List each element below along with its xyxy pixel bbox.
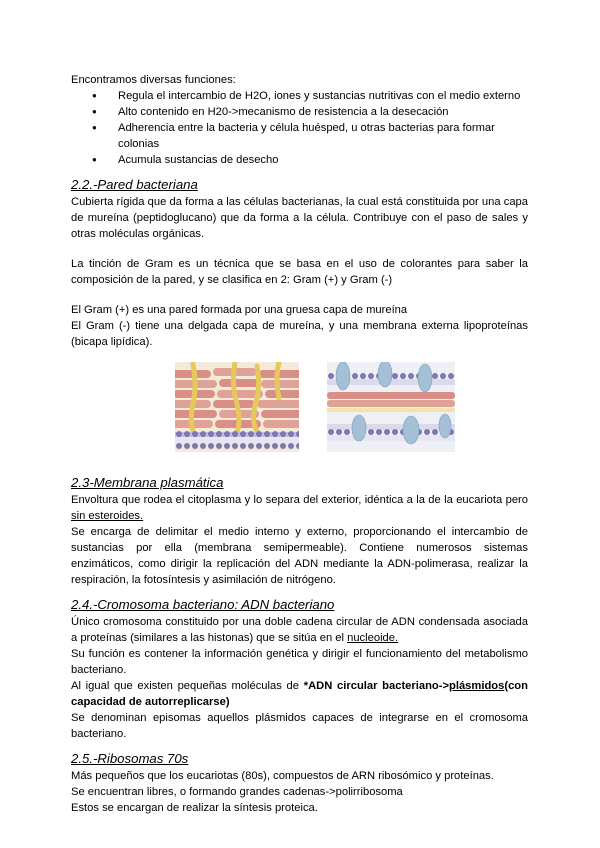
list-item: ● Alto contenido en H20->mecanismo de resistencia a la desecación: [71, 104, 528, 120]
membrana-paragraph-2: Se encarga de delimitar el medio interno y externo, proporcionando el intercambio de sustancias por ella (membrana semipermeable). Contiene numerosos sistemas enzimáticos, como dirigir la replicación del ADN mediante la ADN-polimerasa, realizar la respiración, la fotosíntesis y asimilación de nitrógeno.: [71, 526, 528, 586]
pared-paragraph-1: Cubierta rígida que da forma a las células bacterianas, la cual está constituida por una capa de mureína (peptidoglucano) que da forma a la célula. Contribuye con el paso de sales y otras moléculas orgánicas.: [71, 196, 528, 240]
nucleoide-underlined: nucleoide.: [347, 632, 399, 644]
pared-paragraph-2: La tinción de Gram es un técnica que se basa en el uso de colorantes para saber la composición de la pared, y se clasifica en 2: Gram (+) y Gram (-): [71, 258, 528, 286]
intro-lead: Encontramos diversas funciones:: [71, 74, 236, 86]
gram-negative-text: El Gram (-) tiene una delgada capa de mureína, y una membrana externa lipoproteínas (bicapa lipídica).: [71, 320, 528, 348]
membrana-paragraph-1: Envoltura que rodea el citoplasma y lo separa del exterior, idéntica a la de la eucariota pero sin esteroides.: [71, 494, 528, 522]
cell-wall-figures: [71, 362, 528, 454]
list-item: ● Regula el intercambio de H2O, iones y sustancias nutritivas con el medio externo: [71, 88, 528, 104]
section-title-cromosoma: 2.4.-Cromosoma bacteriano: ADN bacteriano: [71, 597, 335, 612]
gram-positive-wall-image: [175, 362, 299, 452]
gram-positive-text: El Gram (+) es una pared formada por una gruesa capa de mureína: [71, 304, 408, 316]
document-page: [71, 70, 528, 816]
list-item: ● Adherencia entre la bacteria y célula huésped, u otras bacterias para formar colonias: [71, 120, 528, 152]
sin-esteroides-underlined: sin esteroides.: [71, 510, 144, 522]
ribosomas-paragraph-2: Se encuentran libres, o formando grandes cadenas->polirribosoma: [71, 786, 403, 798]
ribosomas-paragraph-1: Más pequeños que los eucariotas (80s), compuestos de ARN ribosómico y proteínas.: [71, 770, 494, 782]
cromosoma-paragraph-2: Su función es contener la información genética y dirigir el funcionamiento del metabolismo bacteriano.: [71, 648, 528, 676]
plasmidos-underlined: plásmidos: [449, 680, 505, 692]
cromosoma-paragraph-3: Al igual que existen pequeñas moléculas de *ADN circular bacteriano->plásmidos(con capacidad de autorreplicarse): [71, 680, 528, 708]
gram-negative-wall-image: [327, 362, 455, 452]
ribosomas-paragraph-3: Estos se encargan de realizar la síntesis proteica.: [71, 802, 318, 814]
list-item: ● Acumula sustancias de desecho: [71, 152, 528, 168]
cromosoma-paragraph-1: Único cromosoma constituido por una doble cadena circular de ADN condensada asociada a proteínas (similares a las histonas) que se sitúa en el nucleoide.: [71, 616, 528, 644]
section-title-pared: 2.2.-Pared bacteriana: [71, 177, 198, 192]
function-list: [71, 88, 528, 168]
cromosoma-paragraph-4: Se denominan episomas aquellos plásmidos capaces de integrarse en el cromosoma bacteriano.: [71, 712, 528, 740]
section-title-ribosomas: 2.5.-Ribosomas 70s: [71, 751, 189, 766]
section-title-membrana: 2.3-Membrana plasmática: [71, 475, 224, 490]
